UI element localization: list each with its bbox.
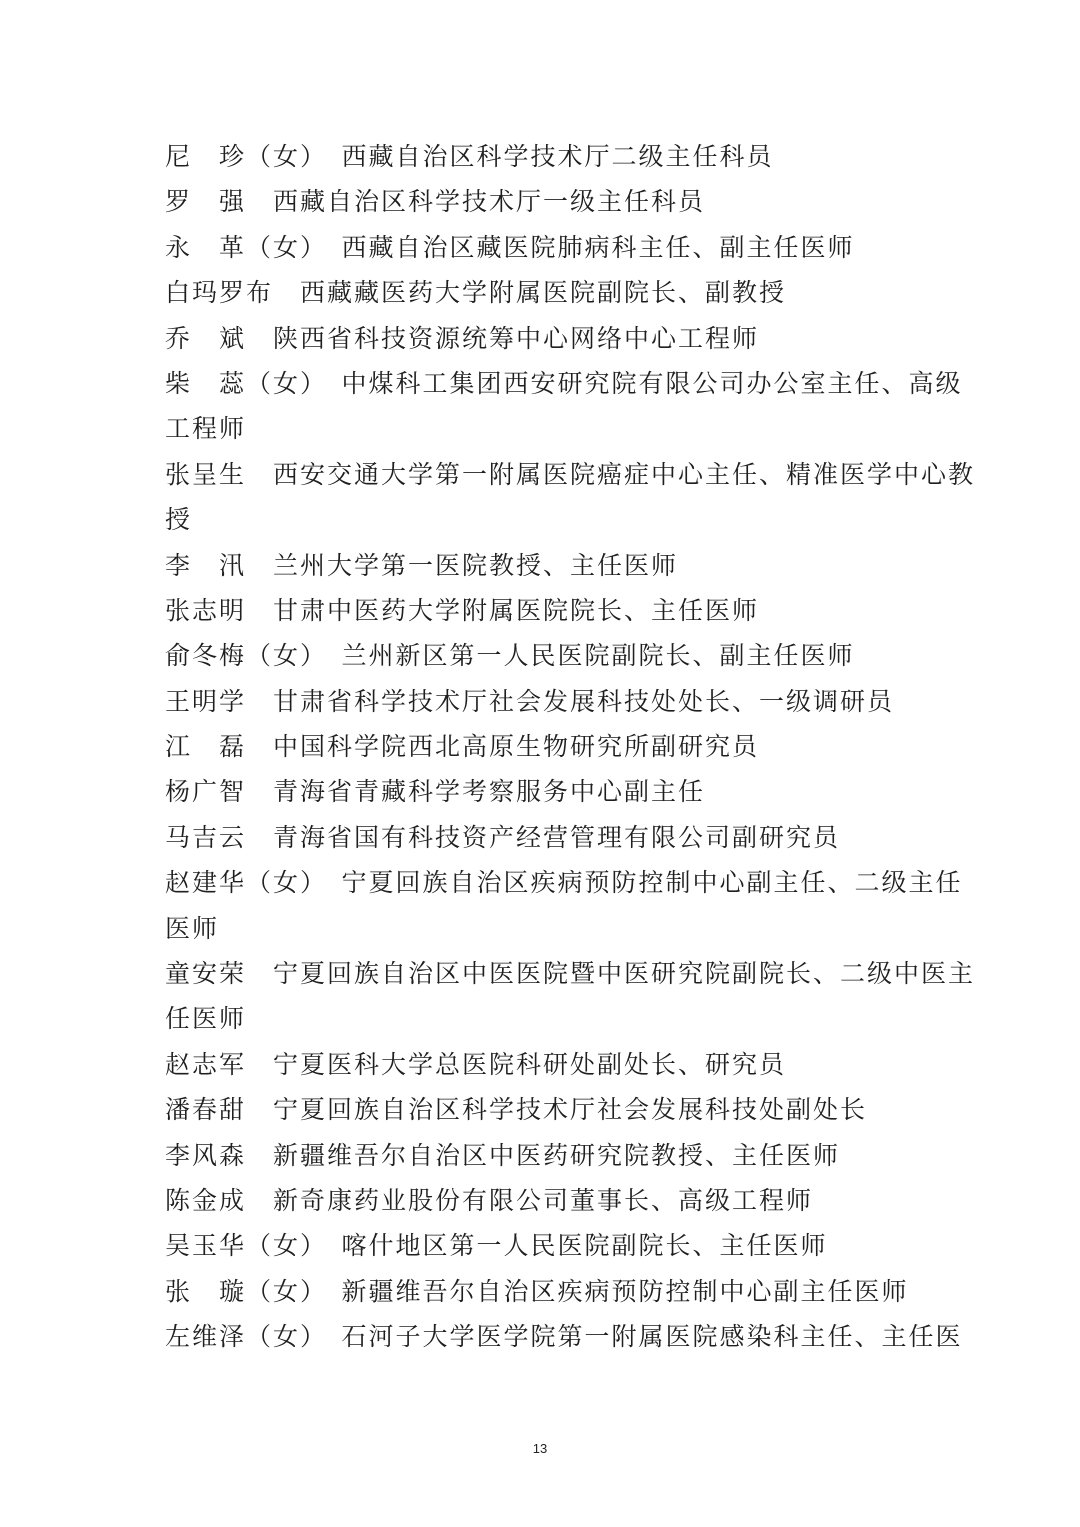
entry-line: 杨广智 青海省青藏科学考察服务中心副主任 — [165, 777, 706, 807]
entry-line: 张志明 甘肃中医药大学附属医院院长、主任医师 — [165, 595, 760, 625]
entry-line: 陈金成 新奇康药业股份有限公司董事长、高级工程师 — [165, 1185, 814, 1215]
list-item — [165, 225, 925, 270]
list-item — [165, 1042, 925, 1087]
list-item — [165, 724, 925, 769]
entry-line: 童安荣 宁夏回族自治区中医医院暨中医研究院副院长、二级中医主 — [165, 959, 976, 989]
entry-line: 李风森 新疆维吾尔自治区中医药研究院教授、主任医师 — [165, 1140, 841, 1170]
entry-line: 潘春甜 宁夏回族自治区科学技术厅社会发展科技处副处长 — [165, 1095, 868, 1125]
list-item — [165, 815, 925, 860]
entry-line: 赵志军 宁夏医科大学总医院科研处副处长、研究员 — [165, 1049, 787, 1079]
list-item — [165, 452, 976, 543]
entry-line: 乔 斌 陕西省科技资源统筹中心网络中心工程师 — [165, 323, 760, 353]
list-item — [165, 951, 976, 1042]
entry-line: 罗 强 西藏自治区科学技术厅一级主任科员 — [165, 187, 706, 217]
entry-line: 王明学 甘肃省科学技术厅社会发展科技处处长、一级调研员 — [165, 686, 895, 716]
list-item — [165, 134, 925, 179]
entry-line: 柴 蕊（女） 中煤科工集团西安研究院有限公司办公室主任、高级 — [165, 368, 963, 398]
list-item — [165, 1314, 963, 1359]
entry-line: 俞冬梅（女） 兰州新区第一人民医院副院长、副主任医师 — [165, 641, 855, 671]
list-item — [165, 1133, 925, 1178]
list-item — [165, 179, 925, 224]
entry-line: 江 磊 中国科学院西北高原生物研究所副研究员 — [165, 732, 760, 762]
entry-line-continuation: 授 — [165, 505, 193, 535]
list-item — [165, 1269, 925, 1314]
list-item — [165, 588, 925, 633]
entry-line: 张 璇（女） 新疆维吾尔自治区疾病预防控制中心副主任医师 — [165, 1276, 909, 1306]
list-item — [165, 1223, 925, 1268]
entry-line-continuation: 医师 — [165, 913, 220, 943]
entry-line: 白玛罗布 西藏藏医药大学附属医院副院长、副教授 — [165, 278, 787, 308]
entry-line: 李 汛 兰州大学第一医院教授、主任医师 — [165, 550, 679, 580]
list-item — [165, 679, 925, 724]
entry-line: 赵建华（女） 宁夏回族自治区疾病预防控制中心副主任、二级主任 — [165, 868, 963, 898]
entry-line: 永 革（女） 西藏自治区藏医院肺病科主任、副主任医师 — [165, 232, 855, 262]
list-item — [165, 361, 963, 452]
entry-line: 尼 珍（女） 西藏自治区科学技术厅二级主任科员 — [165, 142, 774, 171]
list-item — [165, 543, 925, 588]
list-item — [165, 633, 925, 678]
list-item — [165, 769, 925, 814]
entry-line: 张呈生 西安交通大学第一附属医院癌症中心主任、精准医学中心教 — [165, 459, 976, 489]
list-item — [165, 1087, 925, 1132]
page-number: 13 — [532, 1441, 548, 1456]
list-item — [165, 860, 963, 951]
entry-line: 吴玉华（女） 喀什地区第一人民医院副院长、主任医师 — [165, 1231, 828, 1261]
entry-line-continuation: 任医师 — [165, 1004, 247, 1034]
list-item — [165, 270, 925, 315]
list-item — [165, 1178, 925, 1223]
entry-line-continuation: 工程师 — [165, 414, 247, 444]
name-list — [165, 134, 976, 1360]
entry-line: 马吉云 青海省国有科技资产经营管理有限公司副研究员 — [165, 822, 841, 852]
list-item — [165, 316, 925, 361]
entry-line: 左维泽（女） 石河子大学医学院第一附属医院感染科主任、主任医 — [165, 1322, 963, 1352]
